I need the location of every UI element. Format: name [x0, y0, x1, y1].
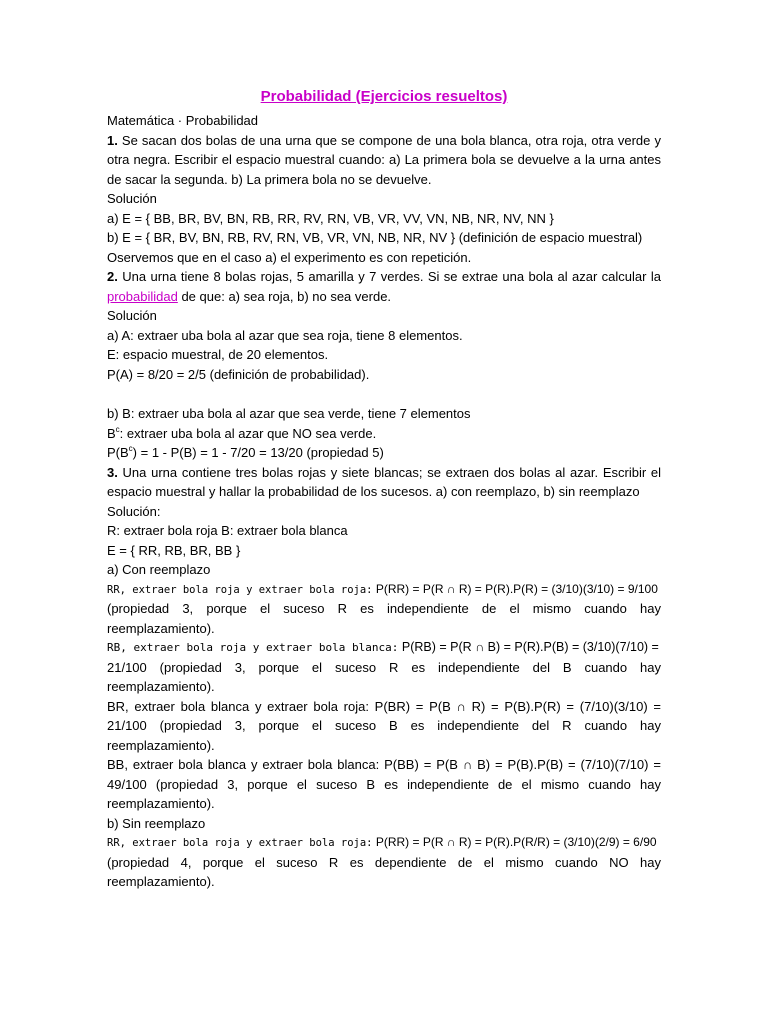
text: Una urna tiene 8 bolas rojas, 5 amarilla y 7 verdes. Si se extrae una bola al azar calcular la: [117, 269, 661, 284]
case-rr-line: reemplazamiento).: [107, 621, 215, 636]
case-br-line: 21/100 (propiedad 3, porque el suceso B es independiente del R cuando hay: [107, 718, 661, 733]
case-rr-no-replacement-line: (propiedad 4, porque el suceso R es dependiente de el mismo cuando NO hay: [107, 855, 661, 870]
solution-heading: Solución: [107, 308, 157, 323]
case-rb-line: [107, 638, 661, 658]
case-br-line: BR, extraer bola blanca y extraer bola roja: P(BR) = P(B ∩ R) = P(B).P(R) = (7/10)(3/10) =: [107, 699, 661, 714]
case-rr-line: (propiedad 3, porque el suceso R es independiente de el mismo cuando hay: [107, 601, 661, 616]
solution-line: a) A: extraer uba bola al azar que sea roja, tiene 8 elementos.: [107, 328, 463, 343]
case-rb-line: reemplazamiento).: [107, 679, 215, 694]
solution-heading: Solución:: [107, 504, 161, 519]
exercise-3-statement-line: espacio muestral y hallar la probabilidad de los sucesos. a) con reemplazo, b) sin reemplazo: [107, 484, 640, 499]
complement-superscript: c: [115, 425, 120, 434]
case-bb-line: BB, extraer bola blanca y extraer bola blanca: P(BB) = P(B ∩ B) = P(B).P(B) = (7/10)(7/10) =: [107, 757, 661, 772]
text: : extraer uba bola al azar que NO sea verde.: [119, 426, 377, 441]
exercise-1-statement-line: de sacar la segunda. b) La primera bola no se devuelve.: [107, 172, 432, 187]
solution-line: [107, 424, 661, 444]
formula: P(RR) = P(R ∩ R) = P(R).P(R/R) = (3/10)(2/9) = 6/90: [372, 835, 657, 849]
case-rb-line: 21/100 (propiedad 3, porque el suceso R es independiente del B cuando hay: [107, 660, 661, 675]
subsection-heading: b) Sin reemplazo: [107, 816, 206, 831]
sample-space-a: a) E = { BB, BR, BV, BN, RB, RR, RV, RN, VB, VR, VV, VN, NB, NR, NV, NN }: [107, 211, 554, 226]
solution-line: [107, 443, 661, 463]
case-description: RR, extraer bola roja y extraer bola roja:: [107, 837, 373, 849]
sample-space-b: b) E = { BR, BV, BN, RB, RV, RN, VB, VR, VN, NB, NR, NV } (definición de espacio muestral): [107, 230, 643, 245]
text: B: [107, 426, 116, 441]
text: de que: a) sea roja, b) no sea verde.: [177, 289, 392, 304]
exercise-number: 1.: [107, 133, 118, 148]
text: P(B: [107, 445, 129, 460]
case-rr-no-replacement-line: reemplazamiento).: [107, 874, 215, 889]
breadcrumb: Matemática · Probabilidad: [107, 113, 259, 128]
solution-line: P(A) = 8/20 = 2/5 (definición de probabilidad).: [107, 367, 370, 382]
observation-line: Oservemos que en el caso a) el experimento es con repetición.: [107, 250, 472, 265]
exercise-number: 3.: [107, 465, 118, 480]
definitions-line: R: extraer bola roja B: extraer bola blanca: [107, 523, 348, 538]
case-rr-no-replacement-line: [107, 833, 661, 854]
exercise-3-statement-line: [107, 463, 661, 483]
sample-space: E = { RR, RB, BR, BB }: [107, 543, 241, 558]
complement-superscript: c: [128, 444, 133, 453]
exercise-1-statement-line: [107, 131, 661, 151]
page-title: Probabilidad (Ejercicios resueltos): [260, 88, 508, 105]
case-description: RB, extraer bola roja y extraer bola blanca:: [107, 641, 399, 654]
case-bb-line: reemplazamiento).: [107, 796, 215, 811]
solution-heading: Solución: [107, 191, 157, 206]
exercise-2-statement-line: [107, 267, 661, 287]
case-rr-line: [107, 580, 661, 601]
solution-line: b) B: extraer uba bola al azar que sea verde, tiene 7 elementos: [107, 406, 471, 421]
probabilidad-link[interactable]: probabilidad: [107, 289, 178, 304]
solution-line: E: espacio muestral, de 20 elementos.: [107, 347, 329, 362]
case-br-line: reemplazamiento).: [107, 738, 215, 753]
text: ) = 1 - P(B) = 1 - 7/20 = 13/20 (propiedad 5): [132, 445, 384, 460]
exercise-number: 2.: [107, 269, 118, 284]
exercise-2-statement-line: [107, 287, 661, 307]
text: Se sacan dos bolas de una urna que se compone de una bola blanca, otra roja, otra verde y: [117, 133, 661, 148]
formula: P(RB) = P(R ∩ B) = P(R).P(B) = (3/10)(7/10) =: [398, 640, 659, 654]
case-bb-line: 49/100 (propiedad 3, porque el suceso B es independiente de el mismo cuando hay: [107, 777, 661, 792]
text: Una urna contiene tres bolas rojas y siete blancas; se extraen dos bolas al azar. Escribir el: [117, 465, 661, 480]
case-description: RR, extraer bola roja y extraer bola roja:: [107, 584, 373, 596]
exercise-1-statement-line: otra negra. Escribir el espacio muestral cuando: a) La primera bola se devuelve a la urna antes: [107, 152, 661, 167]
subsection-heading: a) Con reemplazo: [107, 562, 211, 577]
formula: P(RR) = P(R ∩ R) = P(R).P(R) = (3/10)(3/10) = 9/100: [372, 582, 658, 596]
